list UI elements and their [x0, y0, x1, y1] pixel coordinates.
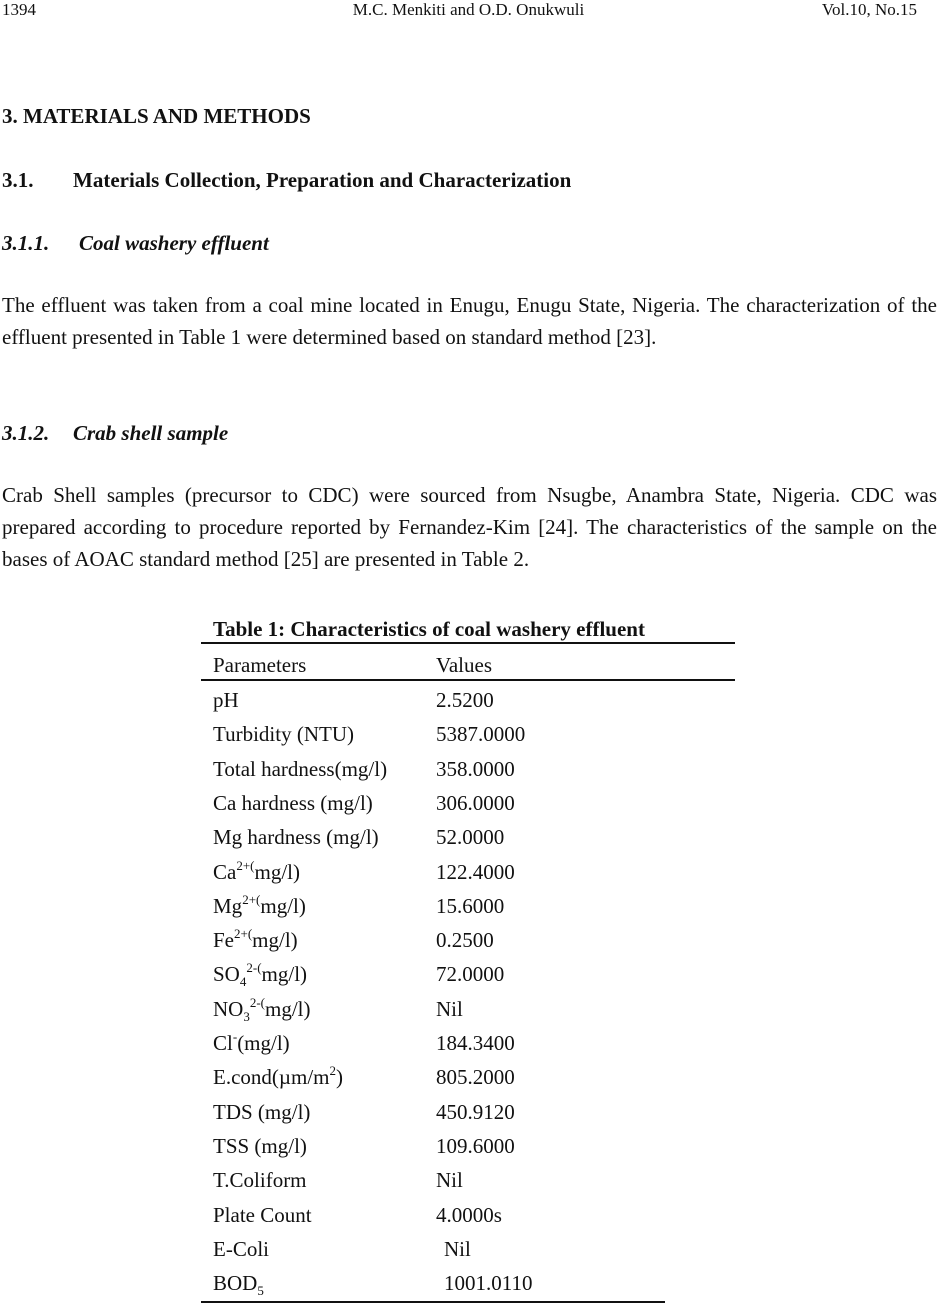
table1-row-value: 5387.0000	[436, 722, 526, 747]
parameter-base: Cl	[213, 1031, 233, 1055]
subsection-heading	[2, 168, 571, 193]
table1-row-parameter	[213, 1168, 307, 1195]
parameter-base: T.Coliform	[213, 1168, 307, 1193]
table1-row-parameter	[213, 1100, 310, 1127]
table1-header-parameters: Parameters	[213, 653, 307, 677]
table1-row-value: 358.0000	[436, 756, 515, 781]
parameter-sup: 2+(	[234, 926, 253, 942]
parameter-tail: )	[336, 1065, 343, 1090]
parameter-tail: mg/l)	[252, 928, 298, 953]
parameter-tail: mg/l)	[260, 893, 306, 918]
table1-row-parameter	[213, 1271, 264, 1298]
table1-header-values: Values	[436, 653, 492, 677]
parameter-base: E-Coli	[213, 1236, 269, 1261]
sub1-paragraph: The effluent was taken from a coal mine located in Enugu, Enugu State, Nigeria. The characterization of the effluent presented in Table 1 were determined based on standard method [23].	[2, 293, 937, 349]
parameter-base: TDS (mg/l)	[213, 1099, 311, 1124]
table1-row-parameter	[213, 994, 311, 1024]
parameter-base: Plate Count	[213, 1202, 312, 1227]
parameter-tail: (mg/l)	[237, 1031, 290, 1055]
table1-title: Table 1: Characteristics of coal washery effluent	[213, 617, 645, 641]
parameter-base: TSS (mg/l)	[213, 1133, 307, 1158]
parameter-base: Ca	[213, 859, 237, 884]
sub2-number: 3.1.2.	[2, 421, 50, 445]
table1-row-value: Nil	[444, 1236, 471, 1261]
table1-row-value: 52.0000	[436, 825, 505, 850]
sub2-title: Crab shell sample	[73, 421, 229, 445]
parameter-sup: 2-(	[246, 960, 262, 976]
table1-row-value: 0.2500	[436, 928, 494, 953]
table1-row-parameter	[213, 1134, 307, 1161]
running-authors: M.C. Menkiti and O.D. Onukwuli	[352, 0, 585, 19]
section-heading: 3. MATERIALS AND METHODS	[2, 104, 311, 128]
parameter-base: NO	[213, 996, 244, 1021]
table1-row-value: 184.3400	[436, 1031, 515, 1055]
table1-row-value: 72.0000	[436, 962, 505, 987]
sub2-paragraph: Crab Shell samples (precursor to CDC) were sourced from Nsugbe, Anambra State, Nigeria. CDC was prepared according to procedure reported by Fernandez-Kim [24]. The characteristics of the sample on the bases of AOAC standard method [25] are presented in Table 2.	[2, 483, 937, 571]
table1-row-parameter	[213, 688, 239, 715]
parameter-sup: 2-(	[249, 994, 266, 1010]
table1-row-value: 2.5200	[436, 688, 494, 712]
parameter-tail: mg/l)	[254, 859, 300, 884]
table1-row-parameter	[213, 1203, 312, 1230]
parameter-sup: -	[232, 1029, 238, 1044]
table1-row-parameter	[213, 857, 300, 887]
table1-row-value: 805.2000	[436, 1065, 515, 1090]
sub2-heading	[2, 421, 228, 446]
table1-row-value: Nil	[436, 996, 463, 1021]
parameter-sub: 4	[239, 974, 247, 990]
subsection-title: Materials Collection, Preparation and Characterization	[73, 168, 572, 192]
parameter-base: pH	[213, 688, 239, 712]
table1-row-parameter	[213, 891, 306, 921]
table1-row-value: Nil	[436, 1168, 463, 1193]
table1-row-value: 450.9120	[436, 1099, 515, 1124]
table1-row-parameter	[213, 1237, 269, 1264]
parameter-base: Turbidity (NTU)	[213, 722, 354, 747]
table1-row-value: 4.0000s	[436, 1202, 502, 1227]
parameter-sub: 3	[243, 1008, 250, 1024]
parameter-sup: 2	[329, 1063, 336, 1079]
parameter-base: Fe	[213, 928, 234, 953]
table1-row-value: 1001.0110	[444, 1271, 533, 1296]
table1-row-value: 15.6000	[436, 893, 505, 918]
parameter-tail: mg/l)	[261, 962, 308, 987]
table1-row-parameter	[213, 825, 379, 852]
page-number: 1394	[2, 0, 36, 19]
parameter-sup: 2+(	[242, 891, 261, 907]
sub1-number: 3.1.1.	[2, 231, 50, 255]
parameter-base: BOD	[213, 1271, 258, 1296]
parameter-base: Mg	[213, 893, 243, 918]
table1-row-parameter	[213, 722, 354, 749]
table1-row-value: 109.6000	[436, 1133, 515, 1158]
table1-row-value: 306.0000	[436, 790, 515, 815]
table1-row-parameter	[213, 1065, 343, 1092]
table1-top-rule	[201, 642, 735, 644]
table1-row-parameter	[213, 962, 307, 989]
table1-bottom-rule	[201, 1301, 665, 1303]
table1-header-rule	[201, 679, 735, 681]
table1-row-parameter	[213, 928, 298, 955]
table1-row-parameter	[213, 757, 387, 784]
table1-row-parameter	[213, 1031, 290, 1058]
table1-row-parameter	[213, 791, 373, 818]
volume-info: Vol.10, No.15	[821, 0, 917, 19]
parameter-base: Ca hardness (mg/l)	[213, 790, 373, 815]
parameter-sup: 2+(	[236, 857, 255, 873]
subsection-number: 3.1.	[2, 168, 34, 192]
table1-row-value: 122.4000	[436, 859, 515, 884]
parameter-sub: 5	[257, 1283, 264, 1299]
parameter-base: Total hardness(mg/l)	[213, 756, 388, 781]
sub1-heading	[2, 231, 269, 256]
parameter-base: SO	[213, 962, 240, 987]
parameter-tail: mg/l)	[265, 996, 311, 1021]
sub1-title: Coal washery effluent	[79, 231, 269, 255]
parameter-base: Mg hardness (mg/l)	[213, 825, 379, 850]
parameter-base: E.cond(µm/m	[213, 1065, 330, 1090]
